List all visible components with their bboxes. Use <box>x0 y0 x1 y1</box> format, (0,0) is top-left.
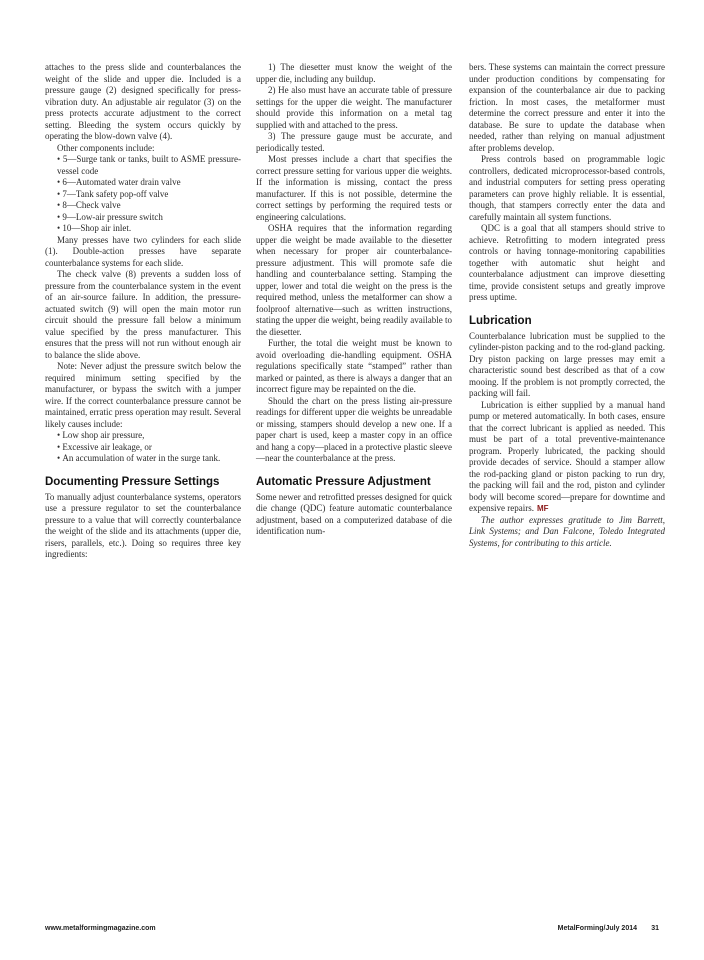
paragraph: bers. These systems can maintain the correct pressure under production conditions by compensating for expansion of the counterbalance air due to packing friction. In most cases, the metalformer must determine the correct pressure and enter it into the database. Be sure to update the database when needed, rather than relying on manual adjustment after problems develop. <box>469 62 665 153</box>
section-heading: Automatic Pressure Adjustment <box>256 475 431 488</box>
paragraph: The check valve (8) prevents a sudden loss of pressure from the counterbalance system in the event of an air-source failure. In addition, the pressure-actuated switch (9) will open the main motor run circuit should the pressure fall below a minimum value specified by the press manufacturer. This ensures that the press will not run without enough air to balance the slide above. <box>45 269 241 360</box>
list-item: • 10—Shop air inlet. <box>57 223 241 235</box>
paragraph <box>469 400 665 515</box>
list-item: • 9—Low-air pressure switch <box>57 212 241 224</box>
paragraph: Counterbalance lubrication must be supplied to the cylinder-piston packing and to the rod-gland packing. Dry piston packing on large presses may emit a characteristic sound best described as that of a cow mooing. If the problem is not promptly corrected, the packing will fail. <box>469 330 665 398</box>
components-list <box>45 154 241 235</box>
paragraph: OSHA requires that the information regarding upper die weight be made available to the diesetter when necessary for proper air counterbalance-pressure adjustment. This will promote safe die handling and counterbalance setting. Stamping the upper, lower and total die weight on the press is the required method, unless the metalformer can show a foolproof alternative—such as written instructions, stating the upper die weight, being readily available to the diesetter. <box>256 223 452 337</box>
list-item: • 8—Check valve <box>57 200 241 212</box>
paragraph: Other components include: <box>57 142 155 153</box>
text-column-3 <box>469 62 665 549</box>
footer-publication: MetalForming/July 2014 <box>557 925 637 932</box>
page-number: 31 <box>651 925 659 932</box>
text-column-2 <box>256 62 452 538</box>
list-item: • 6—Automated water drain valve <box>57 177 241 189</box>
list-item: • Excessive air leakage, or <box>57 442 241 454</box>
paragraph: Some newer and retrofitted presses designed for quick die change (QDC) feature automatic counterbalance adjustment, based on a computerized database of die identification num- <box>256 491 452 536</box>
section-heading: Documenting Pressure Settings <box>45 475 220 488</box>
paragraph: Further, the total die weight must be known to avoid overloading die-handling equipment. OSHA regulations specifically state “stamped” rather than marked or painted, as there is always a danger that an incorrect figure may be repainted on the die. <box>256 338 452 394</box>
acknowledgement-text: The author expresses gratitude to Jim Barrett, Link Systems; and Dan Falcone, Toledo Integrated Systems, for contributing to this article. <box>469 514 665 548</box>
paragraph: Note: Never adjust the pressure switch below the required minimum setting specified by the manufacturer, or bypass the switch with a jumper wire. If the correct counterbalance pressure cannot be maintained, erratic press operation may result. Several likely causes include: <box>45 361 241 429</box>
paragraph: Many presses have two cylinders for each slide (1). Double-action presses have separate counterbalance systems for each slide. <box>45 234 241 268</box>
list-item: • 7—Tank safety pop-off valve <box>57 189 241 201</box>
acknowledgement <box>469 515 665 550</box>
paragraph: Press controls based on programmable logic controllers, dedicated microprocessor-based controls, and industrial computers for setting press operating parameters can prove highly reliable. It is essential, though, that stampers correctly enter the data and carefully maintain all system functions. <box>469 154 665 222</box>
paragraph: QDC is a goal that all stampers should strive to achieve. Retrofitting to modern integrated press controls or having tonnage-monitoring capabilities together with automatic shut height and counterbalance adjustment can improve diesetting time, provide consistent setups and greatly improve press uptime. <box>469 223 665 302</box>
paragraph: Most presses include a chart that specifies the correct pressure setting for various upper die weights. If the information is missing, contact the press manufacturer. If this is not possible, determine the correct settings by performing the required tests or engineering calculations. <box>256 154 452 222</box>
end-of-article-mark: MF <box>536 504 549 513</box>
page-footer <box>45 925 659 937</box>
paragraph: Should the chart on the press listing air-pressure readings for different upper die weights be unreadable or missing, stampers should develop a new one. If a paper chart is used, keep a master copy in an office and hang a copy—placed in a protective plastic sleeve—near the counterbalance at the press. <box>256 395 452 463</box>
paragraph: 2) He also must have an accurate table of pressure settings for the upper die weight. The manufacturer should provide this information on a metal tag supplied with and attached to the press. <box>256 85 452 130</box>
causes-list <box>45 430 241 465</box>
list-item: • 5—Surge tank or tanks, built to ASME pressure-vessel code <box>57 154 241 177</box>
section-heading: Lubrication <box>469 314 532 327</box>
paragraph-text: Lubrication is either supplied by a manual hand pump or metered automatically. In both cases, ensure that the correct lubricant is applied as needed. This must be part of a total preventive-maintenance program. Properly lubricated, the packing should provide decades of service. Should a stamper allow the rod-packing gland or piston packing to run dry, the packing will fail and the rod, piston and cylinder body will become scored—prepare for downtime and expensive repairs. <box>469 399 665 513</box>
footer-url[interactable]: www.metalformingmagazine.com <box>45 925 156 932</box>
text-column-1 <box>45 62 241 561</box>
paragraph: To manually adjust counterbalance systems, operators use a pressure regulator to set the counterbalance pressure to a value that will correctly counterbalance the weight of the slide and its attachments (upper die, risers, parallels, etc.). Doing so requires three key ingredients: <box>45 491 241 559</box>
paragraph: attaches to the press slide and counterbalances the weight of the slide and upper die. Included is a pressure gauge (2) designed specifically for press-vibration duty. An adjustable air regulator (3) on the press protects accurate adjustment to the correct setting. Bleeding the system occurs quickly by operating the blow-down valve (4). <box>45 62 241 141</box>
list-item: • Low shop air pressure, <box>57 430 241 442</box>
paragraph: 1) The diesetter must know the weight of the upper die, including any buildup. <box>256 62 452 84</box>
paragraph: 3) The pressure gauge must be accurate, and periodically tested. <box>256 131 452 153</box>
list-item: • An accumulation of water in the surge tank. <box>57 453 241 465</box>
